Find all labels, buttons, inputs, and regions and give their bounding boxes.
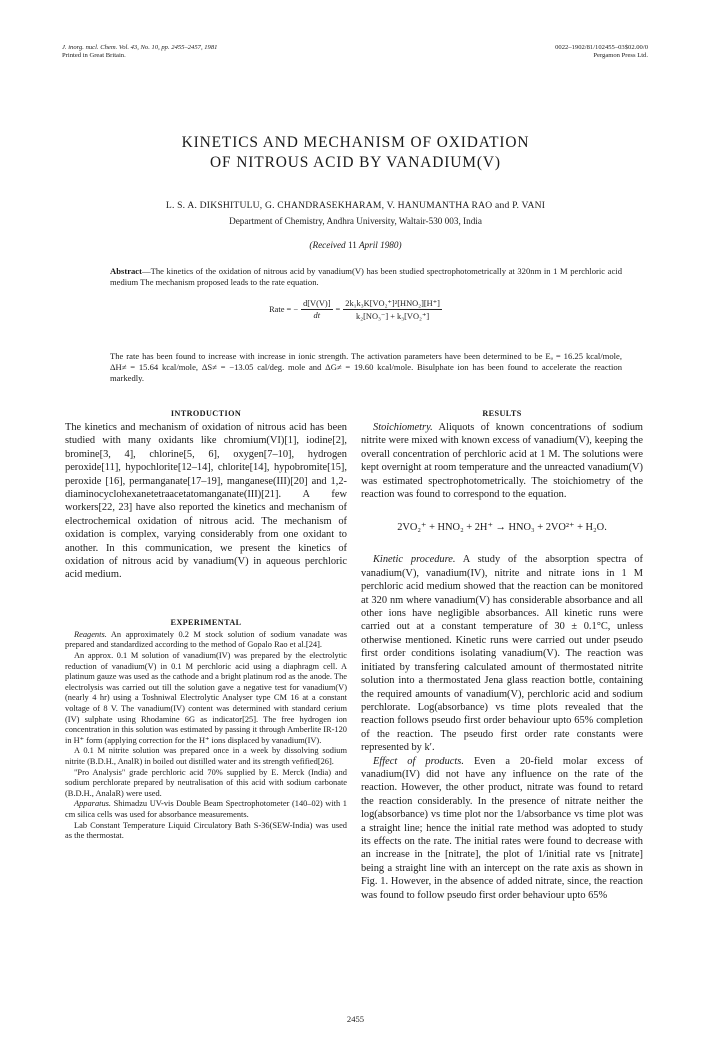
abstract-text-1: —The kinetics of the oxidation of nitrous acid by vanadium(V) has been studied spectrophotometrically at 320nm in 1 M perchloric acid medium The mechanism proposed leads to the rate equation. bbox=[110, 266, 622, 288]
title-line-2: OF NITROUS ACID BY VANADIUM(V) bbox=[210, 154, 501, 171]
printed-in-line: Printed in Great Britain. bbox=[62, 52, 126, 60]
reagents-paragraph bbox=[65, 630, 347, 651]
paper-title bbox=[0, 133, 711, 173]
introduction-heading: INTRODUCTION bbox=[170, 409, 242, 418]
abstract-part-1 bbox=[110, 266, 622, 288]
equation-denominator-1: dt bbox=[313, 311, 321, 320]
left-column bbox=[65, 409, 347, 842]
stoichiometry-label: Stoichiometry. bbox=[373, 422, 433, 433]
received-date bbox=[0, 240, 711, 250]
apparatus-paragraph bbox=[65, 799, 347, 820]
nitrite-paragraph: A 0.1 M nitrite solution was prepared once in a week by dissolving sodium nitrite (B.D.H., AnalR) in boiled out distilled water and its strength vefified[26]. bbox=[65, 746, 347, 766]
kinetic-procedure-paragraph bbox=[361, 553, 643, 754]
perchloric-paragraph: "Pro Analysis" grade perchloric acid 70% supplied by E. Merck (India) and sodium perchlorate prepared by neutralisation of this acid with sodium carbonate (B.D.H., AnalaR) were used. bbox=[65, 767, 347, 798]
publisher-line: Pergamon Press Ltd. bbox=[593, 52, 648, 60]
effect-of-products-paragraph bbox=[361, 755, 643, 902]
authors: L. S. A. DIKSHITULU, G. CHANDRASEKHARAM, V. HANUMANTHA RAO and P. VANI bbox=[165, 200, 546, 211]
equation-numerator-1: d[V(V)] bbox=[303, 299, 331, 308]
received-day: 11 bbox=[347, 240, 357, 250]
equation-fraction-2 bbox=[343, 298, 442, 321]
received-suffix: April 1980) bbox=[358, 240, 402, 250]
reaction-equation: 2VO₂⁺ + HNO₂ + 2H⁺ → HNO₃ + 2VO²⁺ + H₂O. bbox=[397, 522, 607, 534]
kinetic-procedure-text: A study of the absorption spectra of vanadium(V), vanadium(IV), nitrite and nitrate ions in 1 M perchloric acid medium showed that the reaction can be monitored at 320 nm where vanadium(V) has considerable absorbance and all other ions have negligible absorbances. All kinetic runs were carried out at a constant temperature of 30 ± 0.1°C, unless otherwise mentioned. Kinetic runs were carried out under pseudo first order conditions isolating vanadium(V). The reaction was initiated by transfering calculated amount of thermostated nitrite solution into a thermostated Jena glass reaction bottle, containing the required amounts of vanadium(V), perchloric acid and sodium perchlorate. Log(absorbance) vs time plots revealed that the reaction follows pseudo first order behaviour upto 65% completion of the reaction. The pseudo first order rate constants were represented by k′. bbox=[361, 554, 643, 754]
results-heading: RESULTS bbox=[482, 409, 522, 418]
introduction-paragraph: The kinetics and mechanism of oxidation of nitrous acid has been studied with many oxidants like chromium(VI)[1], iodine[2], bromine[3, 4], chlorine[5, 6], oxygen[7–10], hydrogen peroxide[11], hypochlorite[12–14], chlorite[14], hypobromite[15], peroxide [16], permanganate[17–19], manganese(III)[20] and 1,2-diaminocyclohexanetetraacetatomanganate(III)[21]. A few workers[22, 23] have also reported the kinetics and mechanism of electrochemical oxidation of nitrous acid. The mechanism of oxidation is complex, varying considerably from one oxidant to another. In this communication, we present the kinetics of oxidation of nitrous acid by vanadium(V) in aqueous perchloric acid medium. bbox=[65, 422, 347, 581]
citation-line: J. inorg. nucl. Chem. Vol. 43, No. 10, pp. 2455–2457, 1981 bbox=[62, 44, 218, 51]
thermostat-paragraph: Lab Constant Temperature Liquid Circulatory Bath S-36(SEW-India) was used as the thermostat. bbox=[65, 820, 347, 841]
effect-of-products-label: Effect of products. bbox=[373, 755, 464, 767]
page-number: 2455 bbox=[346, 1014, 365, 1024]
stoichiometry-paragraph bbox=[361, 421, 643, 501]
title-line-1: KINETICS AND MECHANISM OF OXIDATION bbox=[181, 134, 530, 151]
equation-denominator-2: k₂[NO₃⁻] + k₃[VO₂⁺] bbox=[356, 312, 430, 321]
reagents-text: An approximately 0.2 M stock solution of sodium vanadate was prepared and standardized according to the method of Gopalo Rao et al.[24]. bbox=[65, 629, 347, 650]
received-prefix: (Received bbox=[309, 240, 346, 250]
vanadium-iv-paragraph: An approx. 0.1 M solution of vanadium(IV) was prepared by the electrolytic reduction of vanadium(V) in 0.1 M perchloric acid using a diaphragm cell. A platinum gauze was used as the cathode and a bright platinum rod as the anode. The electrolysis was carried out till the solution gave a negative test for vanadium(V) (nearly 4 hr) using a Toshniwal Electrolytic Analyser type CM 16 at a constant voltage of 8 V. The vanadium(IV) content was determined with standard cerium (IV) sulphate using Rhodamine 6G as indicator[25]. The free hydrogen ion concentration in this solution was estimated by passing it through Amberlite IR-120 in H⁺ form (applying correction for the H⁺ ions displaced by vanadium(IV). bbox=[65, 651, 347, 745]
abstract-part-2: The rate has been found to increase with increase in ionic strength. The activation parameters have been determined to be Eₐ = 16.25 kcal/mole, ΔH≠ = 15.64 kcal/mole, ΔS≠ = −13.05 cal/deg. mole and ΔG≠ = 19.60 kcal/mole. Bisulphate ion has been found to accelerate the reaction markedly. bbox=[110, 351, 622, 384]
journal-citation bbox=[62, 44, 217, 61]
equation-numerator-2: 2k₁k₃K[VO₂⁺]²[HNO₂][H⁺] bbox=[345, 299, 440, 308]
issn-line: 0022–1902/81/102455–03$02.00/0 bbox=[555, 44, 648, 51]
experimental-heading: EXPERIMENTAL bbox=[170, 617, 242, 627]
apparatus-label: Apparatus. bbox=[74, 799, 111, 809]
equation-lhs: Rate = − bbox=[269, 305, 299, 314]
kinetic-procedure-label: Kinetic procedure. bbox=[373, 554, 456, 566]
publisher-info bbox=[555, 44, 648, 61]
effect-of-products-text: Even a 20-field molar excess of vanadium(IV) did not have any influence on the rate of the reaction. However, the other product, nitrate was found to retard the reaction considerably. In the presence of nitrate neither the log(absorbance) vs time plot nor the 1/absorbance vs time plot was a straight line; hence the initial rate method was adopted to study its effects on the rate. The initial rates were found to decrease with an increase in the [nitrate], the plot of 1/initial rate vs [nitrate] being a straight line with an intercept on the rate axis as shown in Fig. 1. However, in the absence of added nitrate, since, the reaction was found to follow pseudo first order behaviour upto 65% bbox=[361, 755, 643, 901]
stoichiometry-text: Aliquots of known concentrations of sodium nitrite were mixed with known excess of vanadium(V), keeping the overall concentration of perchloric acid at 1 M. The solutions were kept overnight at room temperature and the unreacted vanadium(V) was estimated spectrophotometrically. The stoichiometry of the reaction was found to correspond to the equation. bbox=[361, 422, 643, 501]
abstract-label: Abstract bbox=[110, 266, 142, 276]
equation-fraction-1 bbox=[301, 299, 332, 320]
apparatus-text: Shimadzu UV-vis Double Beam Spectrophotometer (140–02) with 1 cm silica cells was used for absorbance measurements. bbox=[65, 799, 347, 819]
rate-equation bbox=[0, 298, 711, 321]
right-column bbox=[361, 409, 643, 902]
reagents-label: Reagents. bbox=[74, 629, 107, 639]
equation-equals: = bbox=[335, 305, 341, 314]
affiliation: Department of Chemistry, Andhra University, Waltair-530 003, India bbox=[229, 216, 482, 226]
